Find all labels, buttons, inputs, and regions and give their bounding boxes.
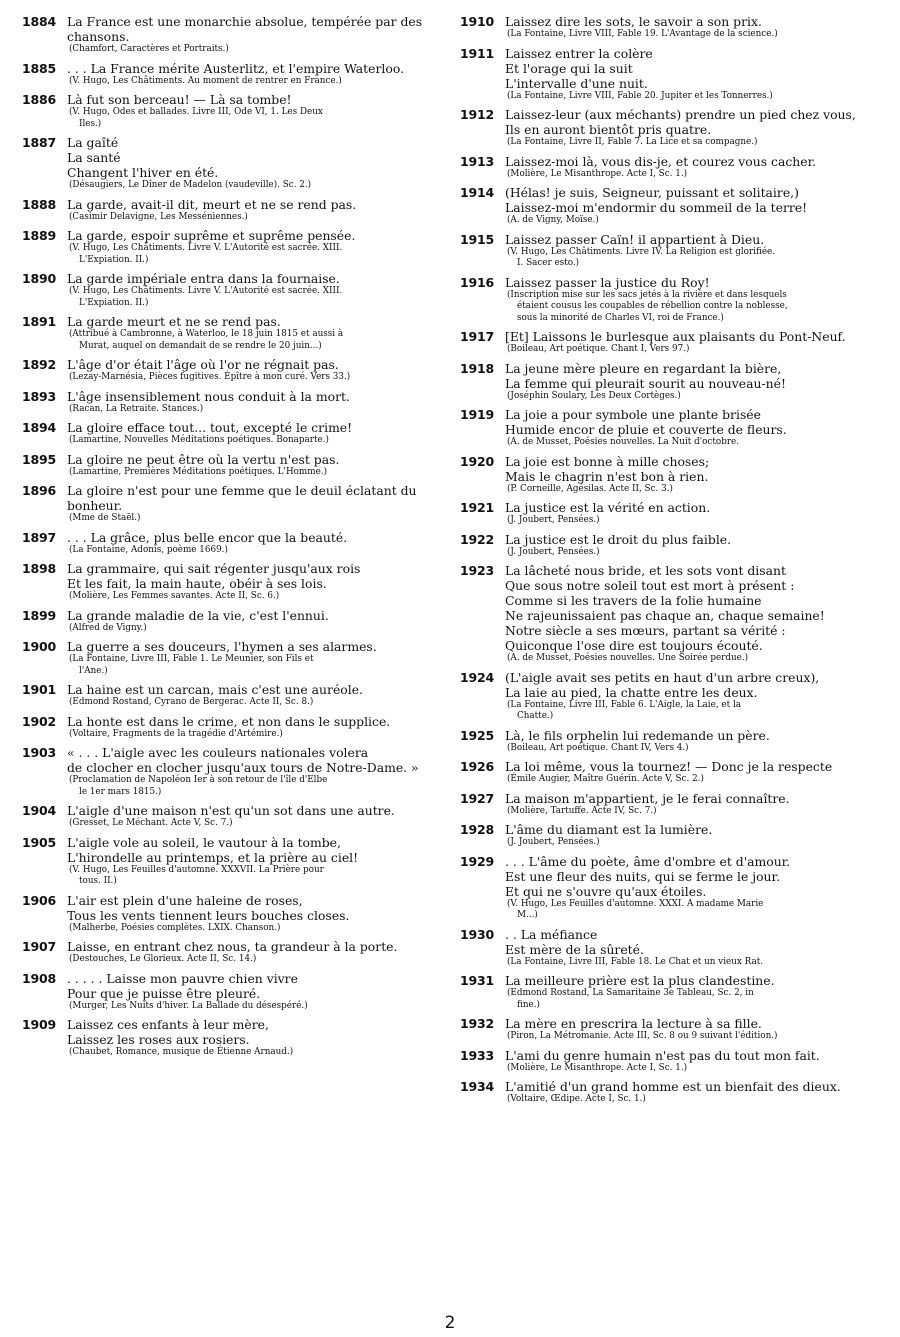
quote-line: La loi même, vous la tournez! — Donc je la respecte <box>505 759 833 774</box>
quote-line: Laissez-moi là, vous dis-je, et courez vous cacher. <box>505 153 817 169</box>
quote-entry <box>460 759 878 786</box>
quote-line: Ils en auront bientôt pris quatre. <box>505 122 712 137</box>
quote-number: 1905 <box>22 834 56 850</box>
quote-source: (Molière, Tartuffe. Acte IV, Sc. 7.) <box>507 805 657 816</box>
quote-line: Que sous notre soleil tout est mort à présent : <box>505 578 795 593</box>
quote-source: (Alfred de Vigny.) <box>69 622 147 633</box>
quote-source: (Casimir Delavigne, Les Messéniennes.) <box>69 211 248 222</box>
quote-line: (Hélas! je suis, Seigneur, puissant et solitaire,) <box>505 185 799 200</box>
quote-number: 1896 <box>22 483 56 498</box>
quote-entry <box>460 532 878 559</box>
quote-entry <box>460 822 878 849</box>
quote-source: (Voltaire, Fragments de la tragédie d'Artémire.) <box>69 728 283 739</box>
quote-line: La justice est le droit du plus faible. <box>505 531 732 547</box>
quote-source: (La Fontaine, Adonis, poème 1669.) <box>69 544 228 555</box>
quote-number: 1915 <box>460 231 494 247</box>
quote-entry <box>22 682 442 709</box>
quote-source: (Désaugiers, Le Dîner de Madelon (vaudeville). Sc. 2.) <box>69 180 312 190</box>
quote-line: L'aigle vole au soleil, le vautour à la tombe, <box>67 834 341 850</box>
quote-entry <box>22 939 442 966</box>
quote-number: 1904 <box>22 803 56 818</box>
quote-source: (Malherbe, Poésies complètes. LXIX. Chanson.) <box>69 922 281 933</box>
quote-source: l'Ane.) <box>79 665 108 676</box>
quote-line: La garde, avait-il dit, meurt et ne se rend pas. <box>67 196 357 212</box>
quote-number: 1933 <box>460 1047 494 1063</box>
quote-source: (La Fontaine, Livre III, Fable 6. L'Aigle, la Laie, et la <box>507 699 742 710</box>
quote-source: (La Fontaine, Livre III, Fable 1. Le Meunier, son Fils et <box>69 654 314 664</box>
quote-line: Est une fleur des nuits, qui se ferme le jour. <box>505 868 781 884</box>
quote-number: 1924 <box>460 669 494 685</box>
quote-entry <box>460 973 878 1011</box>
quote-number: 1919 <box>460 407 494 422</box>
quote-line: Et l'orage qui la suit <box>505 60 633 76</box>
quote-number: 1913 <box>460 153 494 169</box>
quote-number: 1911 <box>460 45 494 61</box>
quote-number: 1921 <box>460 500 494 515</box>
quote-line: La gaîté <box>67 135 119 150</box>
quote-line: [Et] Laissons le burlesque aux plaisants du Pont-Neuf. <box>505 329 846 344</box>
quote-line: Est mère de la sûreté. <box>505 941 644 957</box>
quote-number: 1914 <box>460 185 494 200</box>
quote-number: 1901 <box>22 682 56 697</box>
quote-line: La gloire efface tout... tout, excepté le crime! <box>67 420 353 435</box>
quote-entry <box>460 275 878 325</box>
quote-source: tous. II.) <box>79 876 117 886</box>
quote-entry <box>22 530 442 557</box>
quote-line: chansons. <box>67 29 130 44</box>
quote-line: La laie au pied, la chatte entre les deux. <box>505 684 758 700</box>
quote-entry <box>460 14 878 41</box>
page-number: 2 <box>444 1313 456 1333</box>
quote-line: Changent l'hiver en été. <box>67 165 219 180</box>
quote-entry <box>22 61 442 88</box>
quote-line: Ne rajeunissaient pas chaque an, chaque semaine! <box>505 608 825 623</box>
quote-source: (P. Corneille, Agésilas. Acte II, Sc. 3.) <box>507 483 673 494</box>
quote-source: (Chamfort, Caractères et Portraits.) <box>69 44 229 54</box>
quote-number: 1922 <box>460 531 494 547</box>
quote-line: Quiconque l'ose dire est toujours écouté. <box>505 638 763 653</box>
quote-number: 1885 <box>22 60 56 76</box>
quote-entry <box>22 228 442 266</box>
quote-line: « . . . L'aigle avec les couleurs nationales volera <box>67 745 369 760</box>
quote-number: 1902 <box>22 713 56 729</box>
quote-source: le 1er mars 1815.) <box>79 786 162 797</box>
quote-line: La gloire ne peut être où la vertu n'est pas. <box>67 451 340 467</box>
quote-line: L'âge d'or était l'âge où l'or ne régnait pas. <box>67 357 339 372</box>
quote-entry <box>460 500 878 527</box>
quote-line: La France est une monarchie absolue, tempérée par des <box>67 14 423 29</box>
quote-number: 1894 <box>22 420 56 435</box>
quote-line: La grammaire, qui sait régenter jusqu'aux rois <box>67 561 361 576</box>
quote-source: (La Fontaine, Livre VIII, Fable 19. L'Avantage de la science.) <box>507 29 778 39</box>
quote-line: La joie est bonne à mille choses; <box>505 453 710 469</box>
quote-entry <box>22 893 442 935</box>
quote-source: (Murger, Les Nuits d'hiver. La Ballade du désespéré.) <box>69 1000 308 1011</box>
quote-entry <box>460 670 878 723</box>
quote-source: (Proclamation de Napoléon Ier à son retour de l'île d'Elbe <box>69 775 328 785</box>
quote-source: (Edmond Rostand, Cyrano de Bergerac. Acte II, Sc. 8.) <box>69 697 314 707</box>
quote-number: 1895 <box>22 451 56 467</box>
quote-number: 1920 <box>460 453 494 469</box>
quote-line: La mère en prescrira la lecture à sa fille. <box>505 1016 762 1031</box>
quote-entry <box>460 927 878 969</box>
quote-number: 1923 <box>460 563 494 578</box>
quote-source: (Molière, Le Misanthrope. Acte I, Sc. 1.) <box>507 168 688 179</box>
quote-entry <box>460 232 878 270</box>
quote-entry <box>460 329 878 356</box>
quote-number: 1907 <box>22 939 56 954</box>
quote-entry <box>460 361 878 403</box>
quote-entry <box>460 1079 878 1106</box>
quote-line: de clocher en clocher jusqu'aux tours de Notre-Dame. » <box>67 760 419 775</box>
quote-number: 1927 <box>460 790 494 806</box>
quote-source: étaient cousus les coupables de rébellion contre la noblesse, <box>517 301 788 311</box>
quote-entry <box>460 728 878 755</box>
quote-source: (La Fontaine, Livre III, Fable 18. Le Chat et un vieux Rat. <box>507 956 764 967</box>
quote-entry <box>460 563 878 665</box>
quote-line: La grande maladie de la vie, c'est l'ennui. <box>67 607 329 623</box>
quote-line: La femme qui pleurait sourit au nouveau-né! <box>505 375 786 391</box>
quote-number: 1906 <box>22 892 56 908</box>
quote-source: (Gresset, Le Méchant. Acte V, Sc. 7.) <box>69 818 233 828</box>
quote-line: La garde impériale entra dans la fournaise. <box>67 271 340 286</box>
quote-source: (J. Joubert, Pensées.) <box>507 546 600 557</box>
quote-number: 1930 <box>460 926 494 942</box>
quote-source: (V. Hugo, Les Feuilles d'automne. XXXI. A madame Marie <box>507 898 764 909</box>
quote-number: 1932 <box>460 1016 494 1031</box>
quote-line: . . La méfiance <box>505 926 598 942</box>
quote-line: Laissez entrer la colère <box>505 45 653 61</box>
quote-line: Notre siècle a ses mœurs, partant sa vérité : <box>505 623 786 638</box>
quote-entry <box>22 420 442 447</box>
quote-number: 1900 <box>22 639 56 654</box>
quote-line: La garde, espoir suprême et suprême pensée. <box>67 228 356 243</box>
quote-entry <box>460 1048 878 1075</box>
quote-number: 1929 <box>460 853 494 869</box>
quote-line: Mais le chagrin n'est bon à rien. <box>505 468 709 484</box>
quote-source: I. Sacer esto.) <box>517 258 580 268</box>
quote-source: (V. Hugo, Les Feuilles d'automne. XXXVII. La Prière pour <box>69 864 324 875</box>
quote-entry <box>22 835 442 888</box>
quote-source: Murat, auquel on demandait de se rendre le 20 juin...) <box>79 340 322 351</box>
quote-entry <box>22 389 442 416</box>
quote-line: Là, le fils orphelin lui redemande un père. <box>505 727 770 743</box>
quote-source: sous la minorité de Charles VI, roi de France.) <box>517 312 724 323</box>
quote-line: La garde meurt et ne se rend pas. <box>67 314 281 329</box>
quote-line: L'âge insensiblement nous conduit à la mort. <box>67 388 350 404</box>
quote-line: . . . L'âme du poète, âme d'ombre et d'amour. <box>505 853 791 869</box>
quote-source: (Molière, Les Femmes savantes. Acte II, Sc. 6.) <box>69 591 280 601</box>
quote-number: 1886 <box>22 92 56 107</box>
quote-source: (La Fontaine, Livre II, Fable 7. La Lice et sa compagne.) <box>507 137 758 147</box>
quote-line: La guerre a ses douceurs, l'hymen a ses alarmes. <box>67 639 377 654</box>
quote-number: 1912 <box>460 107 494 122</box>
quote-entry <box>460 454 878 496</box>
quote-line: . . . La grâce, plus belle encor que la beauté. <box>67 529 348 545</box>
quote-source: (V. Hugo, Les Châtiments. Au moment de rentrer en France.) <box>69 75 342 86</box>
quote-line: La haine est un carcan, mais c'est une auréole. <box>67 682 363 697</box>
right-column <box>460 14 878 1111</box>
quote-entry <box>22 135 442 192</box>
quote-line: La maison m'appartient, je le ferai connaître. <box>505 790 790 806</box>
quote-line: La gloire n'est pour une femme que le deuil éclatant du <box>67 483 417 498</box>
quote-number: 1903 <box>22 745 56 760</box>
quote-entry <box>22 92 442 130</box>
quote-entry <box>460 791 878 818</box>
quote-entry <box>22 803 442 830</box>
quote-line: Là fut son berceau! — Là sa tombe! <box>67 92 292 107</box>
quote-source: (V. Hugo, Les Châtiments. Livre V. L'Autorité est sacrée. XIII. <box>69 286 343 296</box>
quote-source: (J. Joubert, Pensées.) <box>507 837 600 847</box>
quote-source: (Piron, La Métromanie. Acte III, Sc. 8 ou 9 suivant l'édition.) <box>507 1031 778 1041</box>
quote-number: 1884 <box>22 14 56 29</box>
quote-number: 1917 <box>460 329 494 344</box>
quote-source: (A. de Musset, Poésies nouvelles. La Nuit d'octobre. <box>507 437 740 447</box>
quote-line: (L'aigle avait ses petits en haut d'un arbre creux), <box>505 669 820 685</box>
quote-number: 1898 <box>22 561 56 576</box>
quote-line: Laissez-leur (aux méchants) prendre un pied chez vous, <box>505 107 856 122</box>
quote-entry <box>22 14 442 56</box>
quote-entry <box>22 483 442 525</box>
quote-line: Laissez-moi m'endormir du sommeil de la terre! <box>505 200 808 215</box>
quote-entry <box>22 745 442 798</box>
quote-number: 1891 <box>22 314 56 329</box>
quote-source: (J. Joubert, Pensées.) <box>507 515 600 525</box>
quote-source: (Lezay-Marnésia, Pièces fugitives. Épître à mon curé. Vers 33.) <box>69 372 351 382</box>
quote-entry <box>22 714 442 741</box>
quote-source: Iles.) <box>79 118 102 129</box>
quote-line: . . . . . Laisse mon pauvre chien vivre <box>67 970 298 986</box>
quote-line: L'intervalle d'une nuit. <box>505 75 648 91</box>
quote-source: L'Expiation. II.) <box>79 297 149 308</box>
quote-source: fine.) <box>517 999 540 1010</box>
quote-number: 1909 <box>22 1017 56 1032</box>
quote-source: (La Fontaine, Livre VIII, Fable 20. Jupiter et les Tonnerres.) <box>507 90 773 101</box>
quote-entry <box>22 971 442 1013</box>
quote-number: 1893 <box>22 388 56 404</box>
quote-line: Humide encor de pluie et couverte de fleurs. <box>505 422 787 437</box>
quote-source: (Inscription mise sur les sacs jetés à la rivière et dans lesquels <box>507 289 787 300</box>
quote-source: (A. de Musset, Poésies nouvelles. Une Soirée perdue.) <box>507 653 749 663</box>
quote-number: 1925 <box>460 727 494 743</box>
quote-line: L'air est plein d'une haleine de roses, <box>67 892 303 908</box>
quote-line: La honte est dans le crime, et non dans le supplice. <box>67 713 391 729</box>
quote-source: (Lamartine, Nouvelles Méditations poétiques. Bonaparte.) <box>69 435 329 445</box>
quote-line: La santé <box>67 150 121 165</box>
quote-source: (Voltaire, Œdipe. Acte I, Sc. 1.) <box>507 1094 646 1104</box>
quote-line: Comme si les travers de la folie humaine <box>505 593 762 608</box>
quote-entry <box>460 154 878 181</box>
quote-entry <box>22 197 442 224</box>
quote-number: 1890 <box>22 271 56 286</box>
quote-line: Laissez ces enfants à leur mère, <box>67 1017 269 1032</box>
quote-source: (V. Hugo, Les Châtiments. Livre IV. La Religion est glorifiée. <box>507 246 776 257</box>
quote-line: Pour que je puisse être pleuré. <box>67 985 261 1001</box>
quote-source: (Attribué à Cambronne, à Waterloo, le 18 juin 1815 et aussi à <box>69 329 344 339</box>
quote-number: 1897 <box>22 529 56 545</box>
quote-source: (Émile Augier, Maître Guérin. Acte V, Sc. 2.) <box>507 774 704 784</box>
quote-number: 1910 <box>460 14 494 29</box>
quote-line: Laissez passer la justice du Roy! <box>505 274 710 290</box>
quote-line: Laisse, en entrant chez nous, ta grandeur à la porte. <box>67 939 398 954</box>
quote-number: 1918 <box>460 360 494 376</box>
quote-entry <box>22 608 442 635</box>
quote-source: (Joséphin Soulary, Les Deux Cortèges.) <box>507 390 681 401</box>
quote-line: Et les fait, la main haute, obéir à ses lois. <box>67 576 327 591</box>
quote-entry <box>22 271 442 309</box>
quote-number: 1908 <box>22 970 56 986</box>
quote-source: (Boileau, Art poétique. Chant I, Vers 97.) <box>507 344 690 354</box>
quote-source: (Boileau, Art poétique. Chant IV, Vers 4.) <box>507 742 689 753</box>
quote-number: 1916 <box>460 274 494 290</box>
quote-number: 1899 <box>22 607 56 623</box>
quote-source: (V. Hugo, Les Châtiments. Livre V. L'Autorité est sacrée. XIII. <box>69 243 343 253</box>
quote-entry <box>460 854 878 922</box>
quote-line: L'âme du diamant est la lumière. <box>505 822 713 837</box>
quote-source: (V. Hugo, Odes et ballades. Livre III, Ode VI, 1. Les Deux <box>69 107 323 117</box>
quote-source: (A. de Vigny, Moïse.) <box>507 215 599 225</box>
quote-source: (Chaubet, Romance, musique de Étienne Arnaud.) <box>69 1047 294 1057</box>
quote-entry <box>22 561 442 603</box>
quote-line: La justice est la vérité en action. <box>505 500 711 515</box>
quote-source: Chatte.) <box>517 711 554 721</box>
quote-entry <box>22 639 442 677</box>
quote-entry <box>460 1016 878 1043</box>
quote-source: L'Expiation. II.) <box>79 254 149 265</box>
quote-number: 1928 <box>460 822 494 837</box>
quote-line: bonheur. <box>67 498 123 513</box>
quote-entry <box>460 46 878 103</box>
quote-line: . . . La France mérite Austerlitz, et l'empire Waterloo. <box>67 60 405 76</box>
quote-number: 1892 <box>22 357 56 372</box>
quote-line: Laissez passer Caïn! il appartient à Dieu. <box>505 231 765 247</box>
quote-source: (Mme de Staël.) <box>69 513 141 523</box>
quote-line: Tous les vents tiennent leurs bouches closes. <box>67 907 350 923</box>
quote-line: L'aigle d'une maison n'est qu'un sot dans une autre. <box>67 803 395 818</box>
quote-line: Laissez dire les sots, le savoir a son prix. <box>505 14 762 29</box>
quote-source: (Destouches, Le Glorieux. Acte II, Sc. 14.) <box>69 954 257 964</box>
quote-number: 1888 <box>22 196 56 212</box>
quote-line: La joie a pour symbole une plante brisée <box>505 407 761 422</box>
quote-entry <box>22 1017 442 1059</box>
quote-number: 1934 <box>460 1079 494 1094</box>
quote-number: 1931 <box>460 973 494 988</box>
quote-line: La lâcheté nous bride, et les sots vont disant <box>505 563 786 578</box>
quote-entry <box>22 314 442 352</box>
quote-line: Laissez les roses aux rosiers. <box>67 1032 250 1047</box>
quote-number: 1887 <box>22 135 56 150</box>
quote-number: 1889 <box>22 228 56 243</box>
quote-source: (Racan, La Retraite. Stances.) <box>69 403 204 414</box>
quote-source: (Lamartine, Premières Méditations poétiques. L'Homme.) <box>69 466 328 477</box>
quote-number: 1926 <box>460 759 494 774</box>
quote-line: L'ami du genre humain n'est pas du tout mon fait. <box>505 1047 820 1063</box>
quote-entry <box>22 452 442 479</box>
quote-line: La meilleure prière est la plus clandestine. <box>505 973 775 988</box>
quote-source: (Molière, Le Misanthrope. Acte I, Sc. 1.) <box>507 1062 688 1073</box>
quote-source: (Edmond Rostand, La Samaritaine 3e Tableau, Sc. 2, in <box>507 988 754 998</box>
quote-source: M...) <box>517 910 538 920</box>
quote-entry <box>460 107 878 149</box>
quote-line: L'amitié d'un grand homme est un bienfait des dieux. <box>505 1079 841 1094</box>
left-column <box>22 14 442 1064</box>
quote-entry <box>460 407 878 449</box>
quote-line: L'hirondelle au printemps, et la prière au ciel! <box>67 849 359 865</box>
quote-entry <box>22 357 442 384</box>
quote-entry <box>460 185 878 227</box>
quote-line: La jeune mère pleure en regardant la bière, <box>505 360 782 376</box>
quote-line: Et qui ne s'ouvre qu'aux étoiles. <box>505 883 707 899</box>
